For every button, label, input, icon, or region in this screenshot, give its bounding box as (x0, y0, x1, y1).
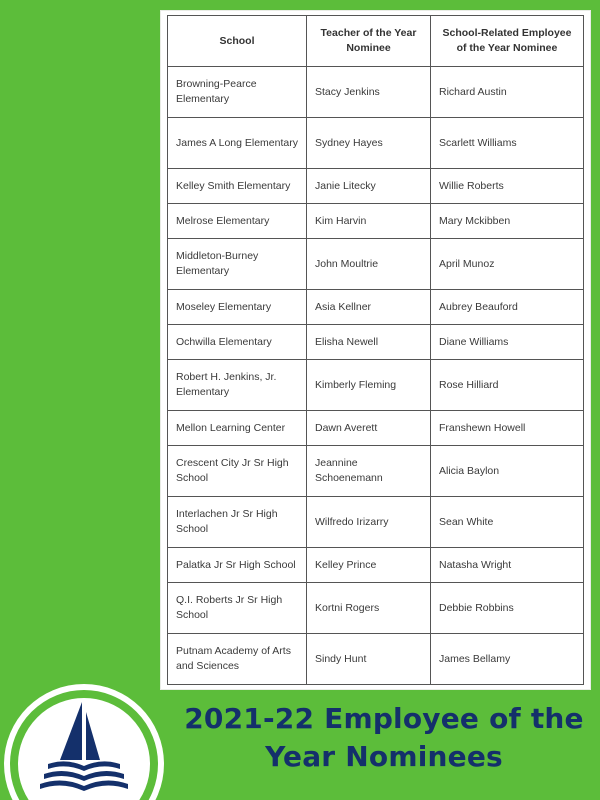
teacher-cell: Jeannine Schoenemann (307, 446, 431, 497)
table-row (168, 290, 584, 325)
table-row (168, 239, 584, 290)
teacher-cell: Wilfredo Irizarry (307, 497, 431, 548)
header-employee-nominee: School-Related Employee of the Year Nominee (431, 16, 584, 67)
page-title-line-2: Year Nominees (265, 740, 503, 773)
school-cell: Melrose Elementary (168, 204, 307, 239)
teacher-cell: Dawn Averett (307, 411, 431, 446)
school-cell: Mellon Learning Center (168, 411, 307, 446)
school-cell: Palatka Jr Sr High School (168, 548, 307, 583)
employee-cell: Natasha Wright (431, 548, 584, 583)
employee-cell: Alicia Baylon (431, 446, 584, 497)
employee-cell: James Bellamy (431, 634, 584, 685)
header-teacher-nominee: Teacher of the Year Nominee (307, 16, 431, 67)
employee-cell: Debbie Robbins (431, 583, 584, 634)
school-cell: James A Long Elementary (168, 118, 307, 169)
employee-cell: April Munoz (431, 239, 584, 290)
teacher-cell: Asia Kellner (307, 290, 431, 325)
school-cell: Putnam Academy of Arts and Sciences (168, 634, 307, 685)
table-row (168, 497, 584, 548)
employee-cell: Sean White (431, 497, 584, 548)
table-header-row (168, 16, 584, 67)
sailboat-book-icon (0, 668, 168, 800)
school-cell: Crescent City Jr Sr High School (168, 446, 307, 497)
nominees-table (167, 15, 584, 685)
table-row (168, 411, 584, 446)
page-title (168, 700, 600, 776)
school-cell: Interlachen Jr Sr High School (168, 497, 307, 548)
nominees-table-card (160, 10, 591, 690)
table-row (168, 118, 584, 169)
table-row (168, 67, 584, 118)
table-row (168, 204, 584, 239)
employee-cell: Aubrey Beauford (431, 290, 584, 325)
school-cell: Ochwilla Elementary (168, 325, 307, 360)
teacher-cell: Kim Harvin (307, 204, 431, 239)
teacher-cell: Sindy Hunt (307, 634, 431, 685)
table-row (168, 548, 584, 583)
teacher-cell: Kimberly Fleming (307, 360, 431, 411)
school-cell: Moseley Elementary (168, 290, 307, 325)
teacher-cell: Janie Litecky (307, 169, 431, 204)
employee-cell: Willie Roberts (431, 169, 584, 204)
teacher-cell: Elisha Newell (307, 325, 431, 360)
employee-cell: Scarlett Williams (431, 118, 584, 169)
table-row (168, 583, 584, 634)
teacher-cell: Kortni Rogers (307, 583, 431, 634)
employee-cell: Diane Williams (431, 325, 584, 360)
school-cell: Kelley Smith Elementary (168, 169, 307, 204)
page-title-line-1: 2021-22 Employee of the (184, 702, 584, 735)
teacher-cell: Kelley Prince (307, 548, 431, 583)
school-cell: Q.I. Roberts Jr Sr High School (168, 583, 307, 634)
teacher-cell: John Moultrie (307, 239, 431, 290)
table-row (168, 325, 584, 360)
table-row (168, 634, 584, 685)
school-cell: Robert H. Jenkins, Jr. Elementary (168, 360, 307, 411)
employee-cell: Mary Mckibben (431, 204, 584, 239)
teacher-cell: Sydney Hayes (307, 118, 431, 169)
school-cell: Middleton-Burney Elementary (168, 239, 307, 290)
employee-cell: Richard Austin (431, 67, 584, 118)
table-row (168, 169, 584, 204)
table-row (168, 446, 584, 497)
table-row (168, 360, 584, 411)
school-cell: Browning-Pearce Elementary (168, 67, 307, 118)
employee-cell: Rose Hilliard (431, 360, 584, 411)
employee-cell: Franshewn Howell (431, 411, 584, 446)
teacher-cell: Stacy Jenkins (307, 67, 431, 118)
header-school: School (168, 16, 307, 67)
